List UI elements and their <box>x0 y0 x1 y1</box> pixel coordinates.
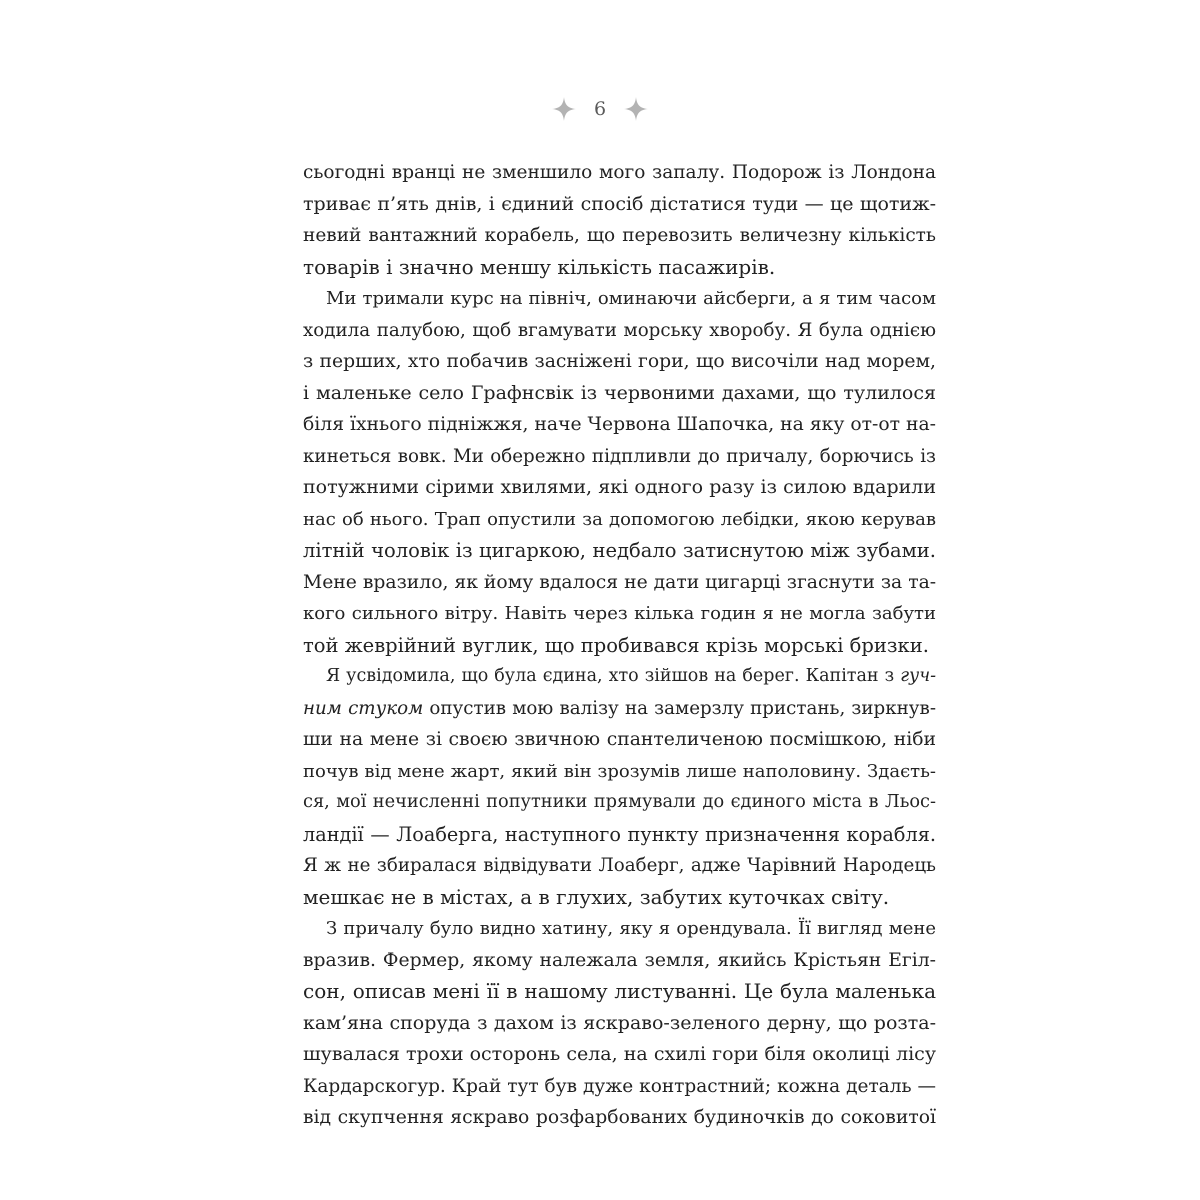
line-text: і маленьке село Графнсвік із червоними дахами, що тулилося <box>303 381 936 404</box>
text-line <box>303 535 936 567</box>
text-line <box>303 913 936 945</box>
line-text: кого сильного вітру. Навіть через кілька годин я не могла забути <box>303 603 936 624</box>
four-point-star-icon <box>552 97 576 121</box>
text-line <box>303 189 936 221</box>
text-line <box>303 504 936 536</box>
line-text: шувалася трохи осторонь села, на схилі гори біля околиці лісу <box>303 1043 936 1065</box>
text-line <box>303 724 936 756</box>
line-text: Мене вразило, як йому вдалося не дати цигарці згаснути за та- <box>303 571 936 593</box>
line-text: З причалу було видно хатину, яку я орендувала. Її вигляд мене <box>326 918 936 939</box>
text-line <box>303 945 936 977</box>
line-text: Я усвідомила, що була єдина, хто зійшов на берег. Капітан з <box>326 666 901 686</box>
text-line <box>303 1102 936 1134</box>
text-line <box>303 252 936 284</box>
line-text: ландії — Лоаберга, наступного пункту призначення корабля. <box>303 822 936 846</box>
line-text: опустив мою валізу на замерзлу пристань, зиркнув- <box>423 697 936 719</box>
line-text: ши на мене зі своєю звичною спантеличеною посмішкою, ніби <box>303 729 936 750</box>
line-text: біля їхнього підніжжя, наче Червона Шапочка, на яку от-от на- <box>303 414 936 435</box>
line-text: від скупчення яскраво розфарбованих будиночків до соковитої <box>303 1107 936 1128</box>
line-text: потужними сірими хвилями, які одного разу із силою вдарили <box>303 476 936 498</box>
line-text: сьогодні вранці не зменшило мого запалу. Подорож із Лондона <box>303 162 936 183</box>
text-line <box>303 850 936 882</box>
text-line <box>303 1039 936 1071</box>
text-line <box>303 819 936 851</box>
text-line <box>303 220 936 252</box>
text-line <box>303 157 936 189</box>
italic-text: ним стуком <box>303 697 424 719</box>
line-text: ся, мої нечисленні попутники прямували до єдиного міста в Льос- <box>303 792 936 812</box>
text-line <box>303 756 936 788</box>
line-text: кинеться вовк. Ми обережно підпливли до причалу, борючись із <box>303 445 936 467</box>
line-text: ходила палубою, щоб вгамувати морську хворобу. Я була однією <box>303 319 936 341</box>
text-line <box>303 630 936 662</box>
text-line <box>303 787 936 819</box>
text-line <box>303 882 936 914</box>
line-text: триває п’ять днів, і єдиний спосіб дістатися туди — це щотиж- <box>303 192 936 215</box>
line-text: Кардарскогур. Край тут був дуже контрастний; кожна деталь — <box>303 1075 936 1097</box>
line-text: Ми тримали курс на північ, оминаючи айсберги, а я тим часом <box>326 288 936 309</box>
line-text: сон, описав мені її в нашому листуванні. Це була маленька <box>303 979 936 1003</box>
page-header <box>0 90 1200 128</box>
text-line <box>303 346 936 378</box>
line-text: літній чоловік із цигаркою, недбало затиснутою між зубами. <box>303 539 936 562</box>
text-line <box>303 409 936 441</box>
body-text <box>303 157 936 1134</box>
line-text: Я ж не збиралася відвідувати Лоаберг, адже Чарівний Народець <box>303 855 936 876</box>
text-line <box>303 441 936 473</box>
text-line <box>303 693 936 725</box>
line-text: кам’яна споруда з дахом із яскраво-зеленого дерну, що розта- <box>303 1011 936 1034</box>
text-line <box>303 661 936 693</box>
line-text: той жеврійний вуглик, що пробивався крізь морські бризки. <box>303 633 929 657</box>
line-text: вразив. Фермер, якому належала земля, якийсь Крістьян Егіл- <box>303 949 936 971</box>
text-line <box>303 976 936 1008</box>
four-point-star-icon <box>624 97 648 121</box>
text-line <box>303 378 936 410</box>
line-text: товарів і значно меншу кількість пасажирів. <box>303 254 776 279</box>
line-text: з перших, хто побачив засніжені гори, що височіли над морем, <box>303 351 936 372</box>
text-line <box>303 567 936 599</box>
text-line <box>303 1071 936 1103</box>
line-text: невий вантажний корабель, що перевозить величезну кількість <box>303 225 936 246</box>
line-text: нас об нього. Трап опустили за допомогою лебідки, якою керував <box>303 508 936 530</box>
text-line <box>303 472 936 504</box>
italic-text: гуч- <box>900 666 936 686</box>
line-text: почув від мене жарт, який він зрозумів лише наполовину. Здаєть- <box>303 760 936 782</box>
text-line <box>303 1008 936 1040</box>
page-number: 6 <box>593 98 607 120</box>
text-line <box>303 598 936 630</box>
text-line <box>303 283 936 315</box>
text-line <box>303 315 936 347</box>
line-text: мешкає не в містах, а в глухих, забутих куточках світу. <box>303 884 890 909</box>
